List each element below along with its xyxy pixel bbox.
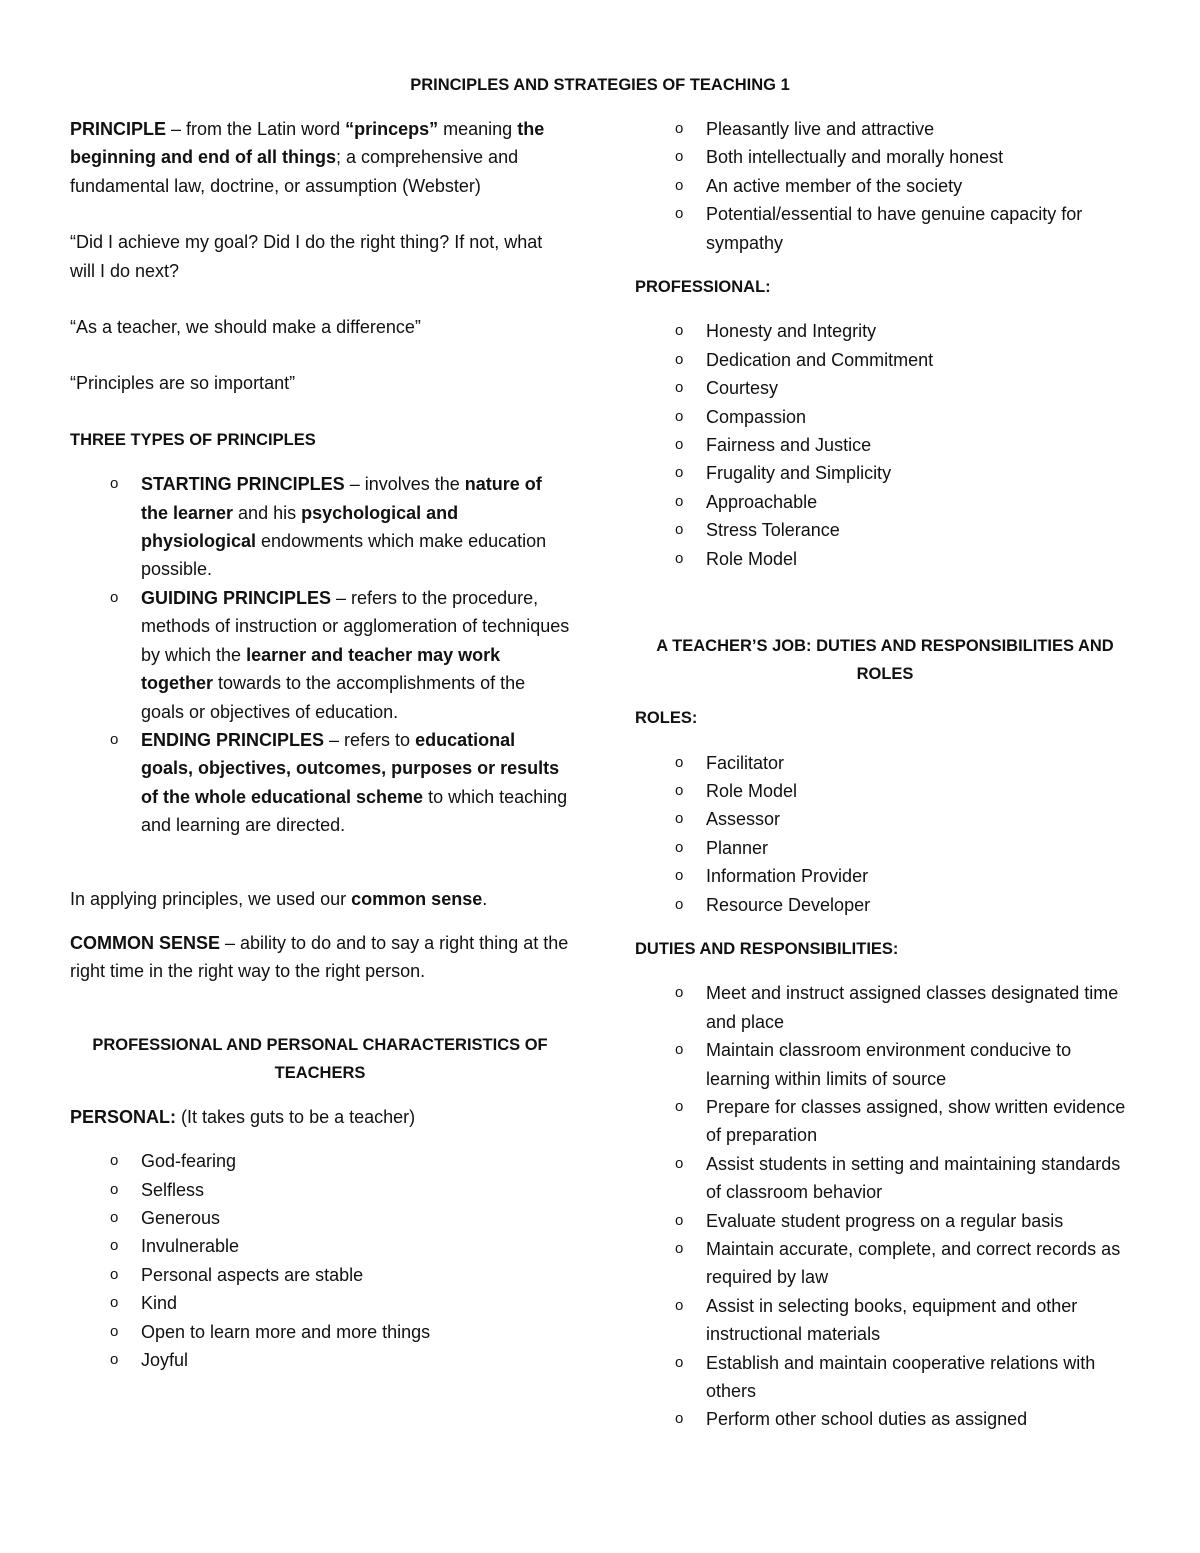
list-item [635, 1150, 1135, 1207]
list-item-text: Approachable [706, 491, 818, 512]
bullet-icon: o [675, 1296, 684, 1314]
bullet-icon: o [675, 350, 684, 368]
bullet-icon: o [675, 322, 684, 340]
bullet-icon: o [675, 838, 684, 856]
bullet-icon: o [675, 148, 684, 166]
list-item-text: God-fearing [141, 1151, 237, 1172]
list-item [635, 545, 1135, 573]
professional-heading: PROFESSIONAL: [635, 278, 771, 297]
list-item [70, 1289, 570, 1317]
roles-list [635, 749, 1135, 919]
roles-heading: ROLES: [635, 709, 698, 728]
list-item [635, 1405, 1135, 1433]
list-item [635, 1235, 1135, 1292]
bullet-icon: o [675, 205, 684, 223]
duties-heading: DUTIES AND RESPONSIBILITIES: [635, 939, 899, 958]
job-heading: A TEACHER’S JOB: DUTIES AND RESPONSIBILITIES AND ROLES [656, 637, 1114, 684]
types-heading: THREE TYPES OF PRINCIPLES [70, 430, 316, 449]
right-column [635, 115, 1135, 1434]
list-item [635, 805, 1135, 833]
list-item [70, 1346, 570, 1374]
personal-list [70, 1147, 570, 1374]
bullet-icon: o [675, 1097, 684, 1115]
bullet-icon: o [110, 588, 119, 606]
duties-list [635, 979, 1135, 1434]
list-item-text: Meet and instruct assigned classes designated time and place [706, 983, 1119, 1032]
bullet-icon: o [110, 1265, 119, 1283]
list-item-text: Information Provider [706, 866, 869, 887]
bullet-icon: o [675, 436, 684, 454]
list-item-text: Selfless [141, 1179, 205, 1200]
bullet-icon: o [110, 1294, 119, 1312]
principle-term: PRINCIPLE [70, 119, 167, 139]
list-item [635, 317, 1135, 345]
list-item [635, 172, 1135, 200]
list-item-text: Facilitator [706, 752, 785, 773]
list-item-text: Invulnerable [141, 1236, 240, 1257]
list-item [635, 431, 1135, 459]
list-item-text: Assist students in setting and maintaining standards of classroom behavior [706, 1153, 1121, 1203]
professional-list [635, 317, 1135, 573]
list-item-text: Honesty and Integrity [706, 321, 877, 342]
list-item-text: Establish and maintain cooperative relations with others [706, 1352, 1096, 1402]
bullet-icon: o [675, 867, 684, 885]
list-item [70, 1261, 570, 1289]
bullet-icon: o [675, 407, 684, 425]
quote-principles: “Principles are so important” [70, 373, 296, 394]
bullet-icon: o [675, 984, 684, 1002]
list-item-text: Resource Developer [706, 894, 871, 915]
list-item [635, 516, 1135, 544]
list-item [635, 1292, 1135, 1349]
list-item [70, 1176, 570, 1204]
list-item [70, 1232, 570, 1260]
list-item [635, 115, 1135, 143]
list-item-text: Prepare for classes assigned, show written evidence of preparation [706, 1096, 1126, 1146]
bullet-icon: o [675, 1211, 684, 1229]
list-item-ending-principles: o ENDING PRINCIPLES – refers to educational goals, objectives, outcomes, purposes or results of the whole educational scheme to which teaching and learning are directed. [70, 726, 570, 840]
bullet-icon: o [675, 781, 684, 799]
list-item [635, 488, 1135, 516]
list-item-text: Maintain classroom environment conducive to learning within limits of source [706, 1040, 1072, 1089]
bullet-icon: o [675, 521, 684, 539]
list-item [635, 374, 1135, 402]
list-item-text: Fairness and Justice [706, 435, 872, 456]
bullet-icon: o [675, 549, 684, 567]
bullet-icon: o [110, 1208, 119, 1226]
bullet-icon: o [675, 379, 684, 397]
bullet-icon: o [675, 810, 684, 828]
list-item-text: Assist in selecting books, equipment and other instructional materials [706, 1295, 1078, 1345]
quote-difference: “As a teacher, we should make a difference” [70, 317, 421, 338]
list-item-text: Perform other school duties as assigned [706, 1409, 1028, 1430]
list-item-text: Generous [141, 1207, 221, 1228]
principle-definition: PRINCIPLE – from the Latin word “princeps” meaning the beginning and end of all things; a comprehensive and fundamental law, doctrine, or assumption (Webster) [70, 119, 545, 196]
bullet-icon: o [675, 753, 684, 771]
list-item [70, 1204, 570, 1232]
bullet-icon: o [110, 1351, 119, 1368]
principles-types-list [70, 470, 570, 839]
bullet-icon: o [675, 176, 684, 194]
personal-heading: PERSONAL: (It takes guts to be a teacher) [70, 1106, 416, 1127]
document-title: PRINCIPLES AND STRATEGIES OF TEACHING 1 [410, 76, 790, 94]
list-item [635, 200, 1135, 257]
bullet-icon: o [110, 730, 119, 748]
bullet-icon: o [675, 1154, 684, 1172]
bullet-icon: o [675, 492, 684, 510]
list-item [635, 459, 1135, 487]
list-item-starting-principles: o STARTING PRINCIPLES – involves the nature of the learner and his psychological and physiological endowments which make education possible. [70, 470, 570, 584]
characteristics-heading: PROFESSIONAL AND PERSONAL CHARACTERISTICS OF TEACHERS [92, 1035, 548, 1082]
list-item [635, 891, 1135, 919]
list-item-text: Pleasantly live and attractive [706, 119, 935, 139]
bullet-icon: o [675, 464, 684, 482]
list-item [70, 1147, 570, 1175]
list-item [635, 862, 1135, 890]
applying-principles: In applying principles, we used our common sense. [70, 888, 488, 909]
list-item [635, 346, 1135, 374]
list-item-text: Potential/essential to have genuine capacity for sympathy [706, 204, 1083, 253]
bullet-icon: o [110, 1152, 119, 1170]
list-item-text: Open to learn more and more things [141, 1321, 431, 1342]
list-item-text: Dedication and Commitment [706, 349, 934, 370]
bullet-icon: o [110, 1322, 119, 1340]
list-item [635, 1093, 1135, 1150]
list-item [635, 1036, 1135, 1093]
list-item-text: Both intellectually and morally honest [706, 147, 1004, 168]
bullet-icon: o [675, 1240, 684, 1257]
common-sense-definition: COMMON SENSE – ability to do and to say a right thing at the right time in the right way to the right person. [70, 932, 569, 982]
bullet-icon: o [110, 1180, 119, 1198]
list-item-text: Planner [706, 837, 769, 858]
bullet-icon: o [675, 895, 684, 913]
list-item-text: Maintain accurate, complete, and correct records as required by law [706, 1239, 1121, 1288]
left-column [70, 115, 570, 1374]
bullet-icon: o [110, 475, 119, 493]
list-item-text: Frugality and Simplicity [706, 463, 892, 484]
list-item [70, 1318, 570, 1346]
list-item [635, 143, 1135, 171]
list-item-text: An active member of the society [706, 175, 963, 196]
list-item-text: Assessor [706, 809, 781, 830]
bullet-icon: o [675, 1410, 684, 1428]
list-item-text: Kind [141, 1293, 178, 1314]
list-item-text: Joyful [141, 1350, 189, 1370]
list-item [635, 777, 1135, 805]
list-item-text: Courtesy [706, 378, 779, 399]
bullet-icon: o [110, 1237, 119, 1255]
list-item [635, 403, 1135, 431]
bullet-icon: o [675, 1041, 684, 1059]
list-item [635, 834, 1135, 862]
list-item [635, 1207, 1135, 1235]
list-item-text: Role Model [706, 548, 798, 569]
personal-list-continued [635, 115, 1135, 257]
bullet-icon: o [675, 120, 684, 137]
list-item [635, 979, 1135, 1036]
list-item-text: Compassion [706, 406, 807, 427]
quote-goal: “Did I achieve my goal? Did I do the right thing? If not, what will I do next? [70, 232, 543, 281]
list-item [635, 749, 1135, 777]
bullet-icon: o [675, 1353, 684, 1371]
list-item-text: Role Model [706, 780, 798, 801]
list-item-text: Stress Tolerance [706, 520, 840, 541]
list-item-text: Evaluate student progress on a regular basis [706, 1210, 1064, 1231]
list-item [635, 1349, 1135, 1406]
list-item-text: Personal aspects are stable [141, 1264, 364, 1285]
list-item-guiding-principles: o GUIDING PRINCIPLES – refers to the procedure, methods of instruction or agglomeration of techniques by which the learner and teacher may work together towards to the accomplishments of the goals or objectives of education. [70, 584, 570, 726]
